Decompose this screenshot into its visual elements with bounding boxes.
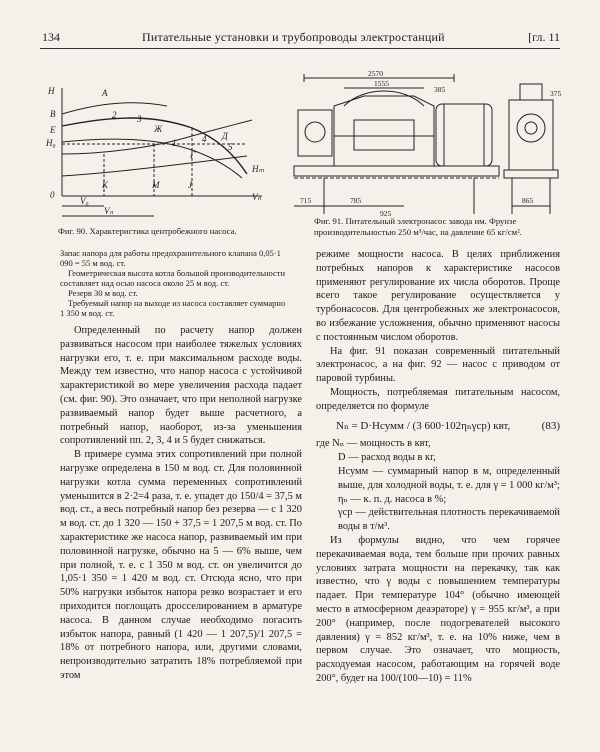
formula-number: (83) [541,419,560,432]
note-item: Требуемый напор на выходе из насоса составляет суммарно 1 350 м вод. ст. [60,298,286,318]
point-label-j: J [188,180,192,190]
point-label-a: A [102,88,108,98]
dim-715: 715 [300,196,312,205]
axis-label-hm: Hₘ [252,164,265,174]
dim-385: 385 [434,85,446,94]
point-label-zh: Ж [154,124,163,134]
figure-90-characteristic [42,84,270,224]
paragraph: На фиг. 91 показан современный питательный электронасос, а на фиг. 92 — насос с приводом от паровой турбины. [316,345,560,385]
point-label-g: Г [190,150,196,160]
dim-2570: 2570 [368,69,383,78]
formula-where: где Nₙ — мощность в квт, [316,438,431,450]
point-label-m: М [152,180,160,190]
origin-label: 0 [50,190,55,200]
definition-item: ηₙ — к. п. д. насоса в %; [338,493,447,505]
formula-83 [336,420,560,434]
paragraph: Из формулы видно, что чем горячее перекачиваемая вода, тем больше при прочих равных условиях затрата мощности на перекачку, так как известно, что γ воды с повышением температуры падает. При температуре 104° (обычно имеющей место в атмосферном деаэраторе) γ = 955 кг/м³, а при 200° (например, после подогревателей высокого давления) γ = 852 кг/м³, т. е. на 10% ниже, чем в первом случае. Это означает, что мощность, расходуемая насосом, работающим на горячей воде 200°, будет на 100/(100—10) = 11% [316,534,560,684]
paragraph: Мощность, потребляемая питательным насосом, определяется по формуле [316,386,560,412]
formula-expression: Nₙ = D·Hсумм / (3 600·102ηₙγср) квт, [336,419,511,432]
right-column [316,248,560,686]
dim-375: 375 [550,89,562,98]
axis-label-h: H [48,86,55,96]
dim-865: 865 [522,196,534,205]
figure-91-caption: Фиг. 91. Питательный электронасос завода им. Фрунзе производительностью 250 м³/час, на давление 65 кг/см². [314,216,522,237]
paragraph: режиме мощности насоса. В целях приближения потребных напоров к характеристике насосов применяют регулирование их числа оборотов. Проще всего такое регулирование осуществляется у турбонасосов. Для центробежных же электронасосов, во избежание усложнения, обычно применяют насосы с постоянным числом оборотов. [316,249,560,343]
dim-label-v0: V₀ [80,196,89,206]
page-number: 134 [42,30,60,44]
note-item: Запас напора для работы предохранительного клапана 0,05·1 090 = 55 м вод. ст. [60,248,281,268]
axis-label-h0: H₀ [46,138,56,148]
page-header [40,28,560,49]
curve-label-5: 5 [228,142,233,152]
notes-block [60,248,290,318]
paragraph: Определенный по расчету напор должен развиваться насосом при наиболее тяжелых условиях нагрузки его, т. е. при максимальном расходе воды. Между тем известно, что напор насоса с устойчивой характеристикой во мере увеличения расхода падает (см. фиг. 90). Это означает, что при неполной нагрузке развиваемый напор будет выше расчетного, а потребный напор, наоборот, из-за уменьшения сопротивлений пп. 2, 3, 4 и 5 будет снижаться. [60,325,302,447]
curve-label-2: 2 [112,110,117,120]
point-label-b: B [50,109,56,119]
point-label-k: К [102,180,108,190]
curve-label-1: 1 [172,138,177,148]
note-item: Резерв 30 м вод. ст. [68,288,138,298]
dim-785: 785 [350,196,362,205]
dim-925: 925 [380,209,392,218]
definition-item: γср — действительная плотность перекачиваемой воды в т/м³. [338,507,560,533]
definition-item: D — расход воды в кг, [338,452,436,464]
left-column [60,324,302,683]
curve-label-3: 3 [137,114,142,124]
point-label-d: Д [222,131,228,141]
curve-label-4: 4 [202,134,207,144]
figure-90-caption: Фиг. 90. Характеристика центробежного насоса. [58,226,237,236]
axis-label-v: Vₙ [252,192,262,202]
point-label-e: E [50,125,56,135]
paragraph: В примере сумма этих сопротивлений при полной нагрузке определена в 150 м вод. ст. Для половинной нагрузки котла сумма переменных сопротивлений уменьшится в 2·2=4 раза, т. е. упадет до 150/4 = 37,5 м вод. ст., а весь потребный напор без резерва — с 1 320 м вод. ст. до 1 320 — 150 + 37,5 = 1 207,5 м вод. ст. По характеристике же насоса напор, развиваемый им при половинной нагрузке, обычно на 5 — 6% выше, чем при полной, т. е. с 1 350 м вод. ст. он увеличится до 1,05·1 350 = 1 420 м вод. ст. Отсюда ясно, что при 50% нагрузки избыток напора резко возрастает и его приходится поглощать дросселированием в арматуре насоса. В данном случае необходимо погасить избыток напора, равный (1 420 — 1 207,5)/1 207,5 = 18% от потребного напора, или, другими словами, непроизводительно затратить 18% потребляемой при этом [60,449,302,681]
chapter-label: [гл. 11 [528,30,560,44]
running-title: Питательные установки и трубопроводы электростанций [142,30,445,44]
dim-1555: 1555 [374,79,389,88]
figure-91-drawing [284,66,560,224]
definition-item: Hсумм — суммарный напор в м, определенный выше, для холодной воды, т. е. для γ = 1 000 кг/м³; [338,465,560,491]
dim-label-vn: Vₙ [104,206,114,216]
note-item: Геометрическая высота котла большой производительности составляет над осью насоса около 25 м вод. ст. [60,268,286,288]
